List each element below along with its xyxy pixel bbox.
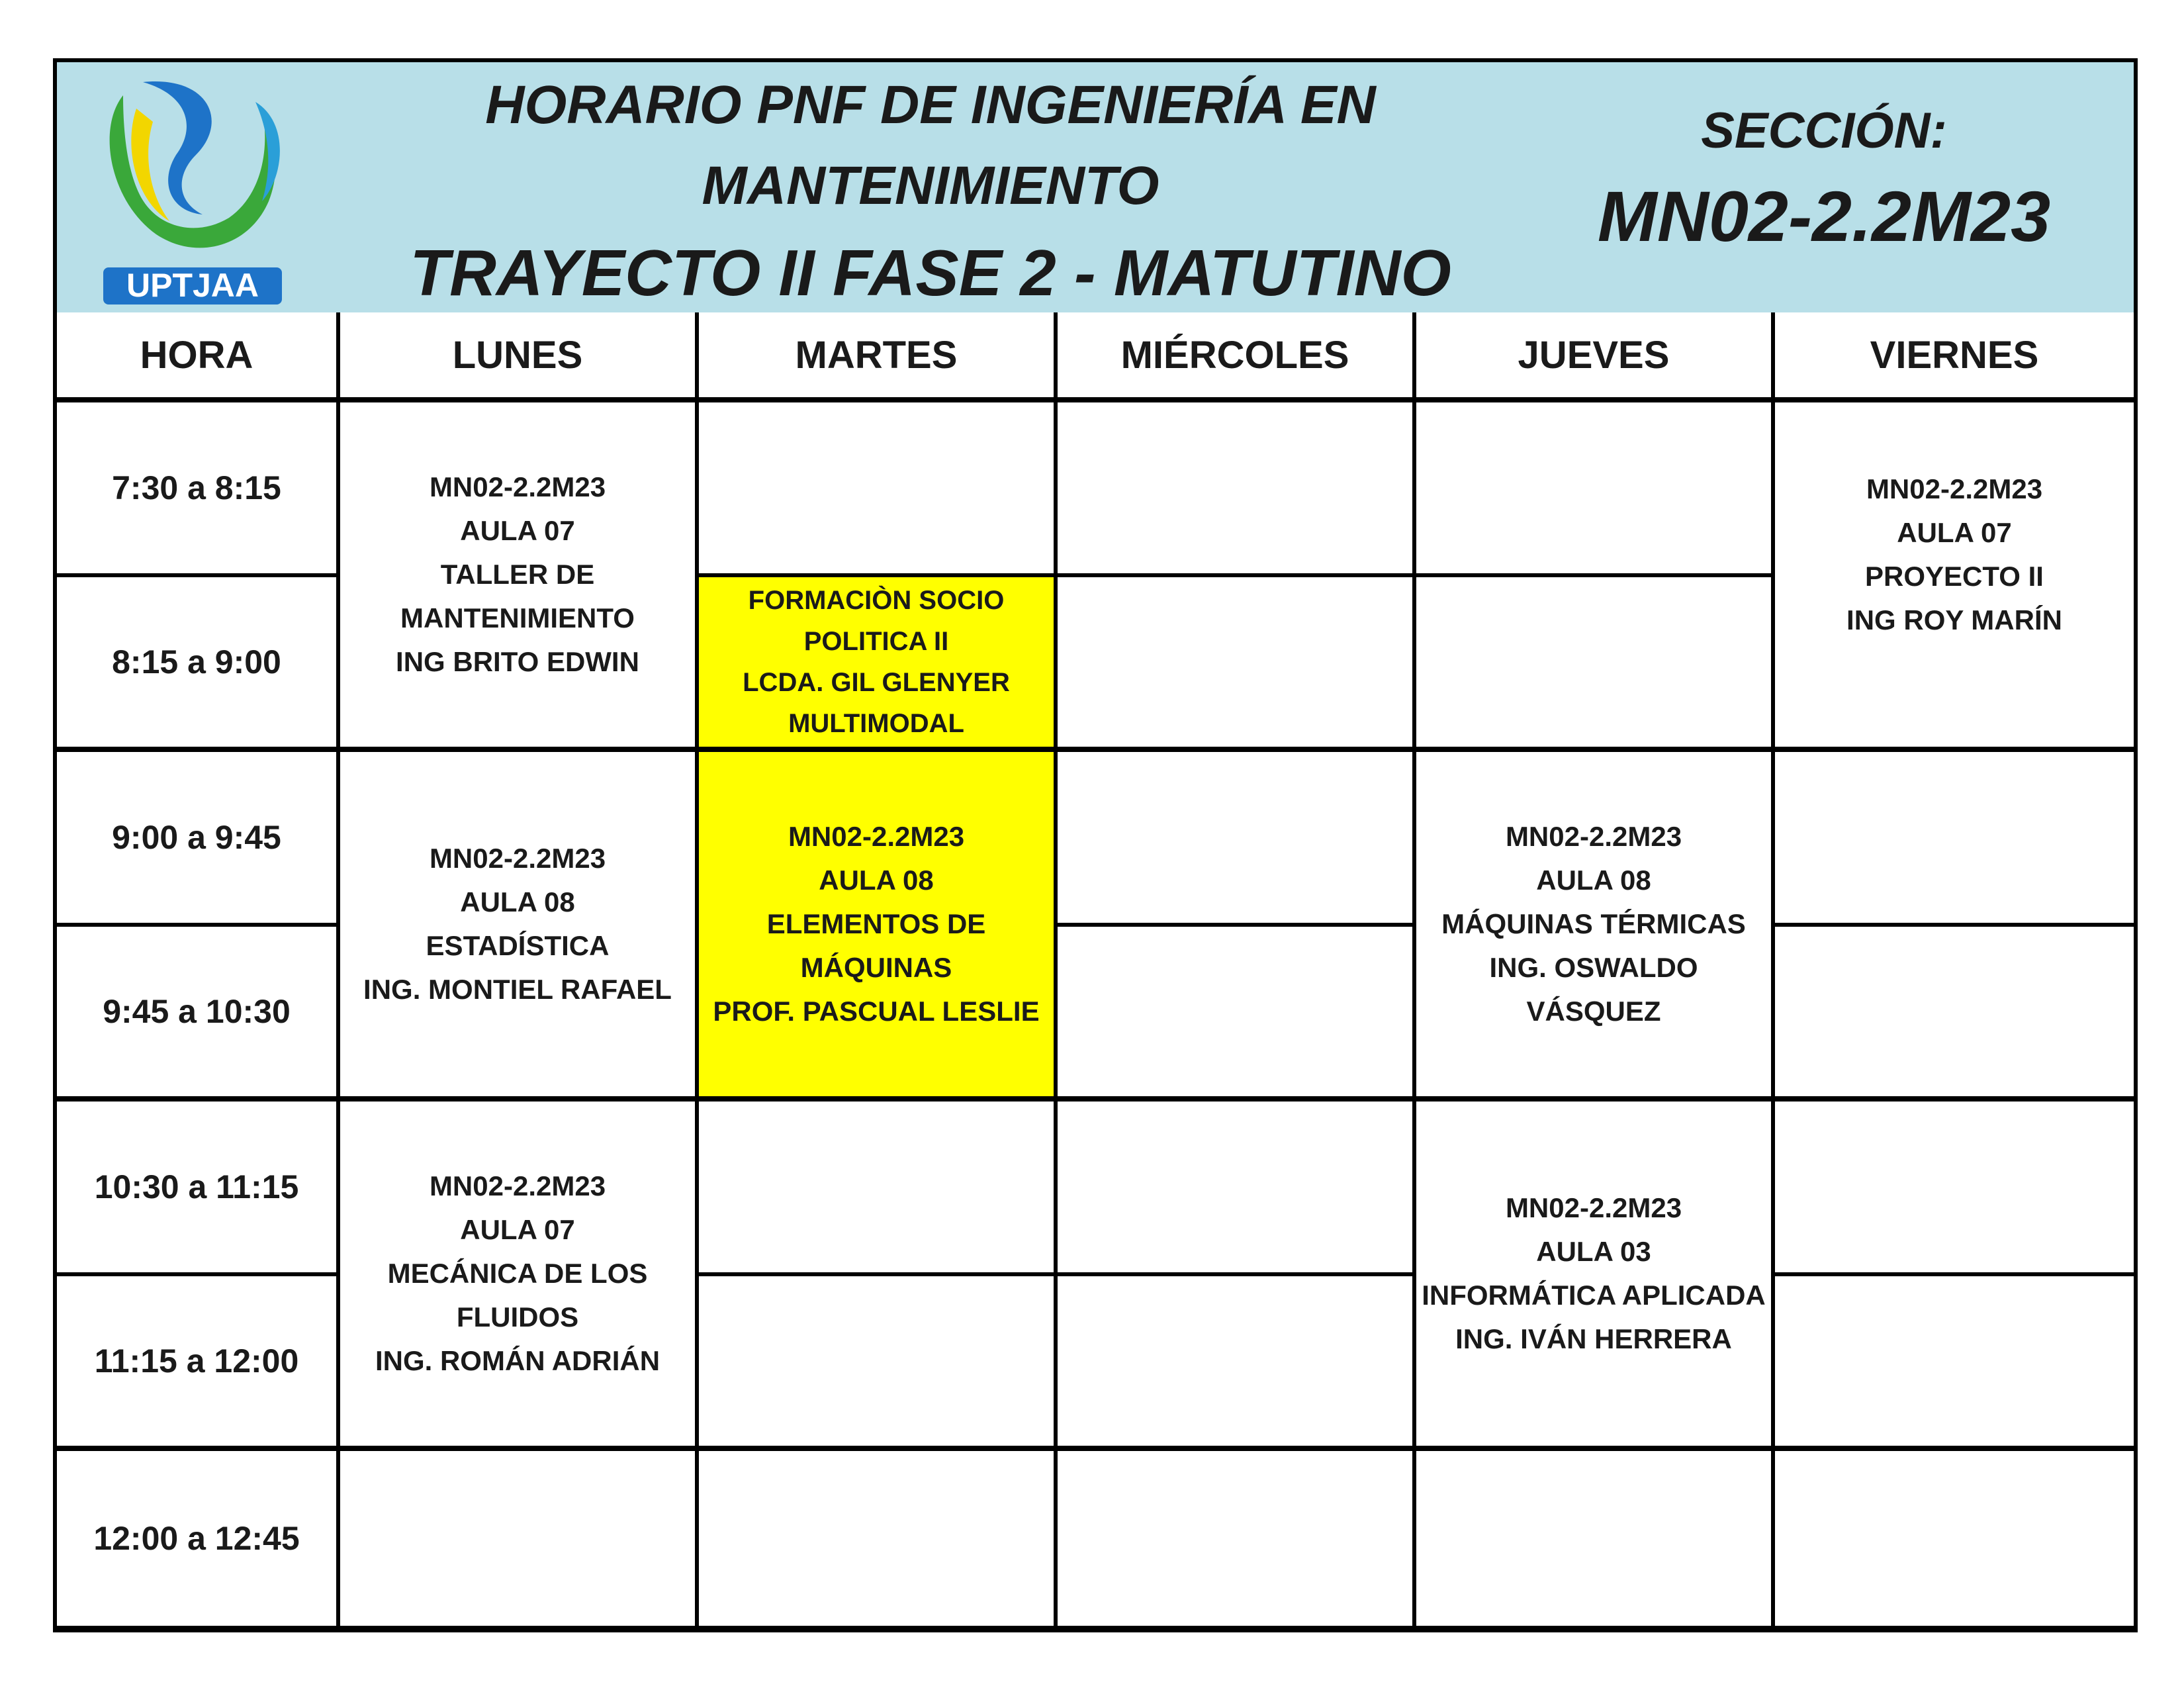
uptjaa-logo [97, 69, 289, 307]
empty-slot [1775, 752, 2134, 927]
empty-slot [699, 1102, 1058, 1276]
hour-slot: 7:30 a 8:15 [57, 402, 340, 577]
hour-slot: 9:00 a 9:45 [57, 752, 340, 927]
logo-text: UPTJAA [126, 267, 259, 304]
empty-slot [699, 1276, 1058, 1451]
class-jueves-maquinas-termicas: MN02-2.2M23 AULA 08 MÁQUINAS TÉRMICAS ING. OSWALDO VÁSQUEZ [1416, 752, 1775, 1102]
class-martes-formacion-socio-politica: FORMACIÒN SOCIO POLITICA II LCDA. GIL GLENYER MULTIMODAL [699, 577, 1058, 752]
schedule-header [57, 62, 2134, 316]
empty-slot [699, 1451, 1058, 1626]
column-header-lunes: LUNES [340, 312, 699, 402]
title-line-1: HORARIO PNF DE INGENIERÍA EN [485, 75, 1376, 135]
section-code: MN02-2.2M23 [1597, 176, 2051, 256]
class-lunes-estadistica: MN02-2.2M23 AULA 08 ESTADÍSTICA ING. MONTIEL RAFAEL [340, 752, 699, 1102]
empty-slot [1416, 402, 1775, 577]
class-martes-elementos-maquinas: MN02-2.2M23 AULA 08 ELEMENTOS DE MÁQUINAS PROF. PASCUAL LESLIE [699, 752, 1058, 1102]
class-lunes-mecanica-fluidos: MN02-2.2M23 AULA 07 MECÁNICA DE LOS FLUIDOS ING. ROMÁN ADRIÁN [340, 1102, 699, 1451]
empty-slot [1058, 577, 1416, 752]
column-header-hora: HORA [57, 312, 340, 402]
column-header-jueves: JUEVES [1416, 312, 1775, 402]
empty-slot [1775, 1102, 2134, 1276]
column-header-miercoles: MIÉRCOLES [1058, 312, 1416, 402]
title-line-2: MANTENIMIENTO [702, 156, 1160, 216]
hour-slot: 8:15 a 9:00 [57, 577, 340, 752]
empty-slot [1058, 1451, 1416, 1626]
empty-slot [1775, 927, 2134, 1102]
hour-slot: 10:30 a 11:15 [57, 1102, 340, 1276]
empty-slot [1416, 577, 1775, 752]
hour-slot: 12:00 a 12:45 [57, 1451, 340, 1626]
empty-slot [1058, 402, 1416, 577]
empty-slot [1058, 1276, 1416, 1451]
column-header-viernes: VIERNES [1775, 312, 2134, 402]
hour-slot: 11:15 a 12:00 [57, 1276, 340, 1451]
empty-slot [340, 1451, 699, 1626]
empty-slot [1058, 752, 1416, 927]
hour-slot: 9:45 a 10:30 [57, 927, 340, 1102]
empty-slot [699, 402, 1058, 577]
empty-slot [1775, 1276, 2134, 1451]
schedule-grid [57, 312, 2134, 1628]
column-header-martes: MARTES [699, 312, 1058, 402]
class-viernes-proyecto: MN02-2.2M23 AULA 07 PROYECTO II ING ROY MARÍN [1775, 402, 2134, 752]
empty-slot [1775, 1451, 2134, 1626]
empty-slot [1058, 927, 1416, 1102]
schedule-sheet [53, 58, 2138, 1632]
class-jueves-informatica-aplicada: MN02-2.2M23 AULA 03 INFORMÁTICA APLICADA ING. IVÁN HERRERA [1416, 1102, 1775, 1451]
empty-slot [1058, 1102, 1416, 1276]
section-label: SECCIÓN: [1701, 103, 1947, 159]
class-lunes-taller-mantenimiento: MN02-2.2M23 AULA 07 TALLER DE MANTENIMIENTO ING BRITO EDWIN [340, 402, 699, 752]
title-line-3: TRAYECTO II FASE 2 - MATUTINO [410, 236, 1451, 309]
empty-slot [1416, 1451, 1775, 1626]
